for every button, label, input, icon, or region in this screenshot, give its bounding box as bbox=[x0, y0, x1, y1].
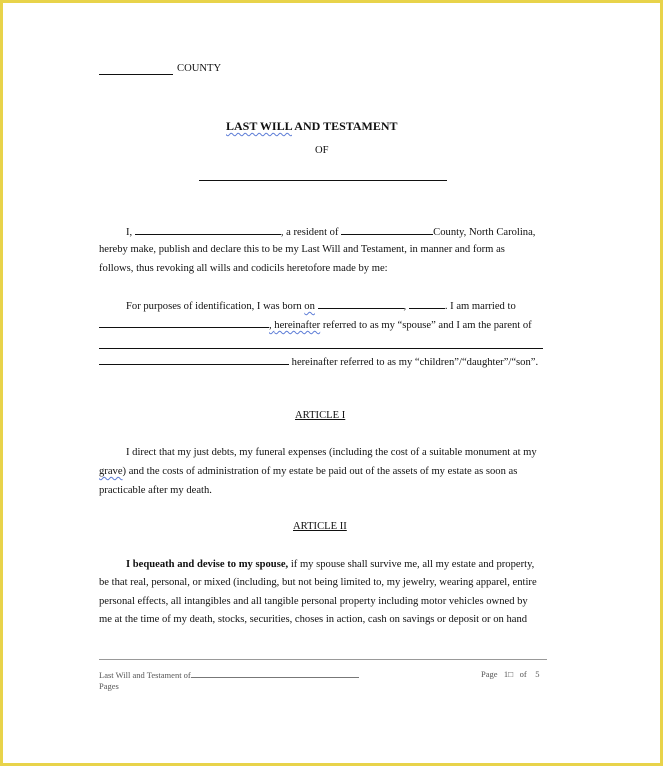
identification-line-4 bbox=[99, 355, 538, 368]
article-2-line-3: personal effects, all intangibles and all tangible personal property including motor vehicles owned by bbox=[99, 596, 528, 607]
article-2-survive: if my spouse shall survive me, all my estate and property, bbox=[288, 559, 535, 570]
title-part-2: AND TESTAMENT bbox=[294, 119, 398, 133]
title-part-1: LAST WILL bbox=[226, 119, 292, 133]
footer-will-of: Last Will and Testament of bbox=[99, 670, 191, 680]
article-1-line-1: I direct that my just debts, my funeral expenses (including the cost of a suitable monument at my bbox=[126, 447, 537, 458]
id-married: . I am married to bbox=[444, 301, 516, 312]
id-spouse: referred to as my “spouse” and I am the parent of bbox=[320, 320, 532, 331]
county-of-residence-blank bbox=[341, 225, 433, 235]
intro-line-1 bbox=[126, 225, 535, 238]
footer-page-indicator: Page 1□ of 5 bbox=[481, 669, 540, 679]
county-blank bbox=[99, 74, 173, 75]
footer-left bbox=[99, 669, 359, 680]
testator-name-line bbox=[199, 180, 447, 181]
article-1-line-2 bbox=[99, 466, 517, 477]
article-2-line-2: be that real, personal, or mixed (including, but not being limited to, my jewelry, wearing apparel, entire bbox=[99, 577, 537, 588]
id-comma: , bbox=[269, 320, 275, 331]
article-1-line-3: practicable after my death. bbox=[99, 485, 212, 496]
footer-page-number: 1 bbox=[503, 669, 509, 679]
intro-county: County, North Carolina, bbox=[433, 227, 536, 238]
birth-year-blank bbox=[409, 299, 445, 309]
article-2-bequeath: I bequeath and devise to my spouse, bbox=[126, 559, 289, 570]
identification-line-2 bbox=[99, 318, 532, 331]
title-of: OF bbox=[315, 145, 329, 156]
footer-name-blank bbox=[191, 669, 359, 678]
footer-of-label: of bbox=[519, 669, 527, 679]
id-children: hereinafter referred to as my “children”/“daughter”/“son”. bbox=[291, 357, 539, 368]
article-1-rest: ) and the costs of administration of my estate be paid out of the assets of my estate as soon as bbox=[122, 466, 518, 477]
footer-rule bbox=[99, 659, 547, 660]
intro-line-2: hereby make, publish and declare this to be my Last Will and Testament, in manner and form as bbox=[99, 244, 505, 255]
document-title bbox=[226, 119, 398, 134]
intro-resident: , a resident of bbox=[280, 227, 339, 238]
footer-page-label: Page bbox=[481, 669, 498, 679]
spouse-name-blank bbox=[99, 318, 269, 328]
county-label: COUNTY bbox=[177, 63, 222, 74]
article-1-grave: grave bbox=[99, 466, 123, 477]
intro-i: I, bbox=[126, 227, 133, 238]
birth-date-blank bbox=[318, 299, 404, 309]
id-hereinafter: hereinafter bbox=[274, 320, 321, 331]
article-1-heading: ARTICLE I bbox=[295, 410, 346, 421]
article-2-line-4: me at the time of my death, stocks, securities, choses in action, cash on savings or deposit or on hand bbox=[99, 614, 528, 625]
id-on: on bbox=[304, 301, 315, 312]
id-born: For purposes of identification, I was born bbox=[126, 301, 305, 312]
footer-page-total: 5 bbox=[535, 669, 540, 679]
identification-line-1: For purposes of identification, I was born on , . I am married to bbox=[126, 301, 516, 312]
name-blank bbox=[135, 225, 281, 235]
children-blank-1 bbox=[99, 348, 543, 349]
footer-pages-label: Pages bbox=[99, 681, 119, 691]
children-blank-2 bbox=[99, 355, 289, 365]
intro-line-3: follows, thus revoking all wills and codicils heretofore made by me: bbox=[99, 263, 388, 274]
article-2-heading: ARTICLE II bbox=[293, 521, 347, 532]
document-page bbox=[3, 3, 660, 763]
article-2-line-1 bbox=[126, 559, 534, 570]
